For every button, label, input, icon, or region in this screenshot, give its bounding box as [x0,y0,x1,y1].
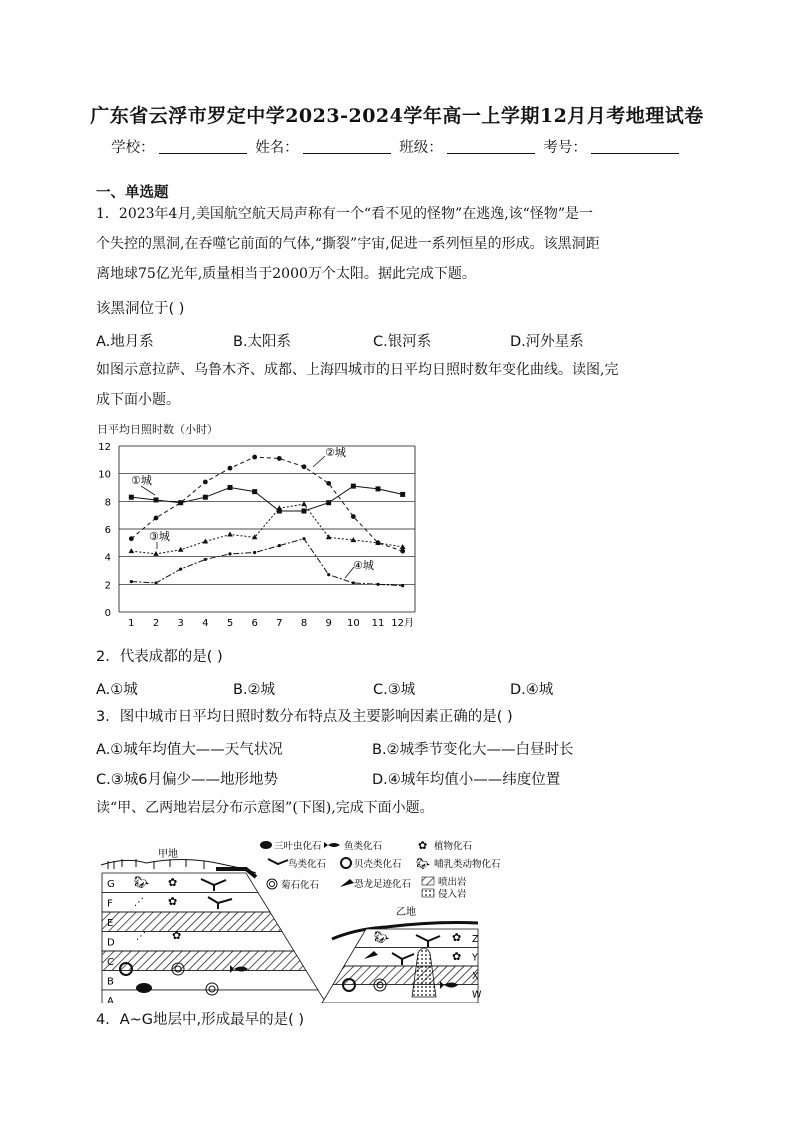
jia-layer-label: B [107,976,114,988]
q1-option-d[interactable]: D.河外星系 [510,334,584,350]
data-point [203,480,208,485]
data-point [178,500,183,505]
data-point [129,536,134,541]
x-tick-label: 12月 [391,618,415,629]
data-point [400,549,405,554]
data-point [129,495,134,500]
q2-option-d[interactable]: D.④城 [510,682,554,698]
legend-extrusive: 喷出岩 [438,877,467,888]
q3-option-d[interactable]: D.④城年均值小——纬度位置 [372,772,561,788]
q2-intro [96,355,700,415]
legend-dinosaur: 恐龙足迹化石 [354,879,412,890]
data-point [277,505,283,510]
site-jia-label: 甲地 [158,849,178,860]
jia-layer-label: E [107,918,114,929]
q1-option-b[interactable]: B.太阳系 [233,334,292,350]
q1-stem-line: 1．2023年4月,美国航空航天局声称有一个“看不见的怪物”在逃逸,该“怪物”是一 [96,206,593,222]
data-point [376,583,379,586]
q4-intro: 读“甲、乙两地岩层分布示意图”(下图),完成下面小题。 [96,800,434,816]
yi-layer-label: X [472,971,479,982]
legend-trilobite: 三叶虫化石 [274,841,322,852]
plant-fossil-icon: ✿ [452,950,462,963]
x-tick-label: 4 [202,618,209,629]
x-tick-label: 1 [128,618,135,629]
chart-grid [119,446,415,612]
data-point [130,580,133,583]
q1-option-a[interactable]: A.地月系 [96,334,154,350]
y-tick-label: 8 [104,497,111,509]
yi-layer-label: Y [472,952,478,964]
q3-question: 3．图中城市日平均日照时数分布特点及主要影响因素正确的是( ) [96,709,513,725]
series-label-4: ④城 [353,559,374,572]
mammal-fossil-icon: 🐎︎ [374,930,390,944]
data-point [400,544,406,549]
x-tick-label: 7 [276,618,283,629]
yi-layer-label: Z [472,934,479,945]
q1-question: 该黑洞位于( ) [96,301,185,317]
legend-plant: 植物化石 [434,841,473,852]
data-point [154,516,159,521]
data-point [204,558,207,561]
jia-layer-label: C [107,957,114,968]
jia-layer [102,873,258,893]
data-point [376,486,381,491]
section-title: 一、单选题 [96,185,169,201]
number-label: 考号： [543,140,587,156]
data-point [179,568,182,571]
legend-fish: 鱼类化石 [344,841,383,852]
yi-layer [322,985,478,1004]
legend-shell: 贝壳类化石 [354,859,402,870]
series-label-1: ①城 [131,474,152,487]
x-tick-label: 6 [251,618,258,629]
jia-layer [102,932,294,952]
q2-option-a[interactable]: A.①城 [96,682,138,698]
strata-legend [260,839,501,900]
trilobite-legend-icon [260,841,272,849]
mammal-fossil-icon: 🐎︎ [134,875,150,889]
sunshine-chart [95,420,435,635]
name-field[interactable] [303,139,391,154]
intrusive-legend-icon [422,889,434,897]
data-point [326,481,331,486]
yi-layer-label: W [472,989,482,1001]
site-yi-label: 乙地 [396,907,416,918]
chart-title: 日平均日照时数（小时） [97,423,218,436]
data-point [178,547,184,552]
x-tick-label: 10 [346,618,360,629]
chart-annotations [131,446,374,578]
series-line [131,457,402,551]
data-point [227,532,233,537]
data-point [302,537,305,540]
plant-legend-icon: ✿ [418,839,428,852]
q1-stem-line: 离地球75亿光年,质量相当于2000万个太阳。据此完成下题。 [96,266,476,282]
x-tick-label: 11 [371,618,385,629]
series-pointer-2 [313,456,325,467]
jia-layer [102,990,330,1003]
plant-fossil-icon: ✿ [168,895,178,908]
jia-layer [102,893,270,913]
y-tick-label: 12 [98,442,111,453]
class-label: 班级： [399,140,443,156]
y-tick-label: 4 [104,552,111,564]
data-point [228,466,233,471]
series-2 [129,455,405,554]
plant-fossil-icon: ✿ [172,929,182,942]
ammonite-legend-icon [267,879,277,889]
series-label-2: ②城 [325,446,346,459]
dinosaur-track-icon: ⋰ [136,931,146,942]
x-tick-label: 5 [226,618,234,629]
x-tick-label: 3 [177,618,184,629]
data-point [301,501,307,506]
data-point [153,551,159,556]
intro-line: 成下面小题。 [96,392,180,408]
q1-option-c[interactable]: C.银河系 [373,334,432,350]
data-point [351,514,356,519]
trilobite-fossil-icon [136,983,152,993]
shell-legend-icon [341,858,351,868]
data-point [351,484,356,489]
legend-bird: 鸟类化石 [288,859,327,870]
data-point [278,544,281,547]
y-tick-label: 10 [98,469,111,481]
data-point [401,584,404,587]
series-pointer-1 [141,486,155,495]
data-point [352,581,355,584]
q2-option-c[interactable]: C.③城 [373,682,416,698]
plant-fossil-icon: ✿ [168,876,178,889]
y-tick-label: 2 [104,580,111,592]
plant-fossil-icon: ✿ [452,931,462,944]
legend-intrusive: 侵入岩 [438,889,467,900]
dinosaur-legend-icon [340,879,354,887]
q1-stem-line: 个失控的黑洞,在吞噬它前面的气体,“撕裂”宇宙,促进一系列恒星的形成。该黑洞距 [96,236,600,252]
intro-line: 如图示意拉萨、乌鲁木齐、成都、上海四城市的日平均日照时数年变化曲线。读图,完 [96,362,619,378]
jia-layer-label: D [107,937,115,949]
dinosaur-track-icon: ⋰ [134,897,144,908]
q2-option-b[interactable]: B.②城 [233,682,276,698]
x-tick-label: 8 [300,618,308,629]
legend-mammal: 哺乳类动物化石 [434,859,501,870]
mammal-legend-icon: 🐎︎ [416,857,430,870]
legend-ammonite: 菊石化石 [281,880,320,891]
y-tick-label: 6 [104,525,111,536]
class-field[interactable] [447,139,535,154]
data-point [203,495,208,500]
q3-option-b[interactable]: B.②城季节变化大——白昼时长 [372,742,574,758]
data-point [302,464,307,469]
jia-layer-label: F [107,898,113,910]
data-point [400,492,405,497]
series-3 [129,501,406,556]
data-point [252,455,257,460]
data-point [228,485,233,490]
data-point [327,573,330,576]
x-tick-label: 9 [325,618,332,629]
fish-legend-icon [324,842,340,848]
q3-option-a[interactable]: A.①城年均值大——天气状况 [96,742,283,758]
data-point [277,456,282,461]
number-field[interactable] [591,139,679,154]
extrusive-legend-icon [422,877,434,885]
name-label: 姓名： [255,140,299,156]
data-point [228,552,231,555]
q3-option-c[interactable]: C.③城6月偏少——地形地势 [96,772,278,788]
x-tick-label: 2 [152,618,160,629]
q4-question: 4．A~G地层中,形成最早的是( ) [96,1012,305,1028]
data-point [302,509,307,514]
strata-diagram [96,833,516,1003]
data-point [253,551,256,554]
bird-legend-icon [268,859,288,864]
jia-layer-label: G [107,879,115,890]
data-point [154,581,157,584]
series-label-3: ③城 [149,530,170,543]
student-info-line [0,136,794,157]
series-line [131,486,402,511]
q2-question: 2．代表成都的是( ) [96,649,223,665]
data-point [252,489,257,494]
data-point [326,500,331,505]
q1-stem [96,199,700,289]
jia-layer [102,912,282,932]
jia-layer-label: A [107,996,114,1003]
data-point [129,548,135,553]
data-point [154,497,159,502]
exam-title: 广东省云浮市罗定中学2023-2024学年高一上学期12月月考地理试卷 [90,105,704,127]
school-field[interactable] [159,139,247,154]
school-label: 学校： [111,140,155,156]
y-tick-label: 0 [104,608,111,619]
series-pointer-4 [345,567,354,578]
data-point [326,534,332,539]
